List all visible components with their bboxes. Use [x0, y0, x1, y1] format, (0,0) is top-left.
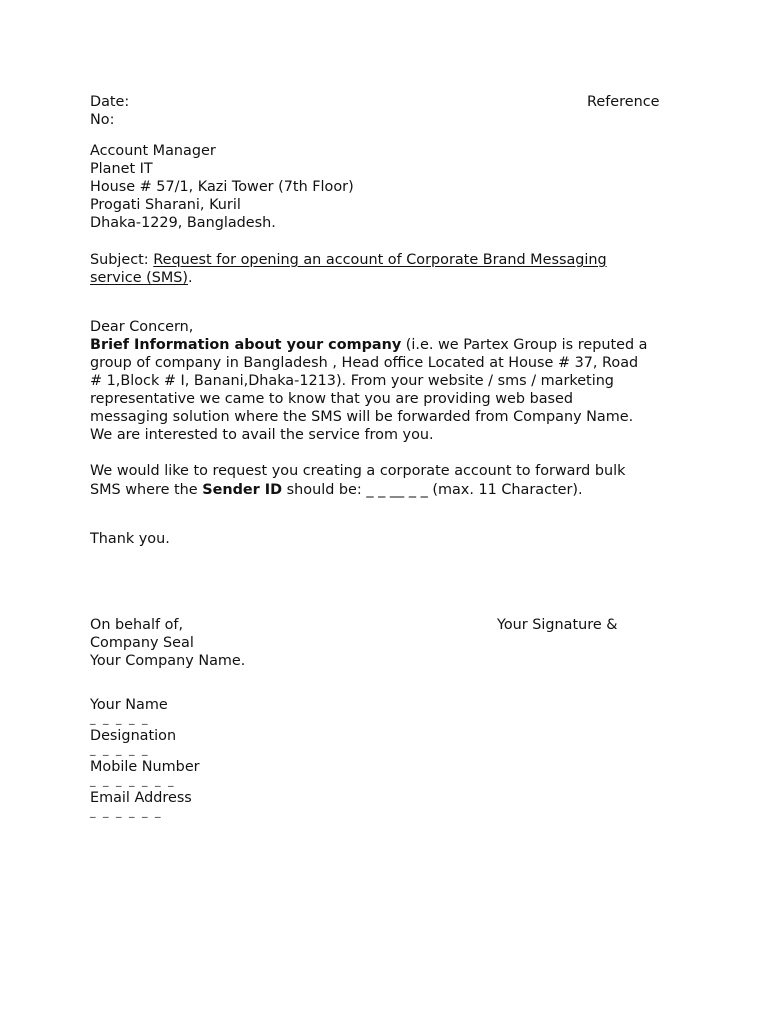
paragraph-1-line-6: We are interested to avail the service from you.: [90, 427, 434, 443]
recipient-address-1: House # 57/1, Kazi Tower (7th Floor): [90, 179, 354, 195]
subject-text-1: Request for opening an account of Corporate Brand Messaging: [153, 252, 607, 268]
paragraph-1-line-1: [90, 336, 647, 354]
sender-id-label: Sender ID: [202, 482, 283, 498]
subject-line-1: [90, 251, 607, 269]
email-address-label: Email Address: [90, 790, 192, 806]
on-behalf-label: On behalf of,: [90, 617, 184, 633]
subject-line-2: [90, 269, 193, 287]
paragraph-1-line-4: representative we came to know that you are providing web based: [90, 391, 574, 407]
mobile-number-blank: _ _ _ _ _ _ _: [90, 774, 176, 787]
reference-no-label: No:: [90, 112, 115, 128]
company-name-label: Your Company Name.: [90, 653, 246, 669]
paragraph-2-line-1: We would like to request you creating a corporate account to forward bulk: [90, 463, 626, 479]
recipient-company: Planet IT: [90, 161, 153, 177]
sender-id-post: should be: _ _ __ _ _ (max. 11 Character).: [282, 482, 583, 498]
thanks-line: Thank you.: [90, 531, 170, 547]
your-name-label: Your Name: [90, 697, 168, 713]
paragraph-1-line-5: messaging solution where the SMS will be forwarded from Company Name.: [90, 409, 634, 425]
company-seal-label: Company Seal: [90, 635, 194, 651]
designation-label: Designation: [90, 728, 177, 744]
recipient-title: Account Manager: [90, 143, 216, 159]
your-name-blank: _ _ _ _ _: [90, 712, 150, 725]
paragraph-1-line-2: group of company in Bangladesh , Head office Located at House # 37, Road: [90, 355, 639, 371]
email-address-blank: _ _ _ _ _ _: [90, 805, 163, 818]
signature-label: Your Signature &: [497, 617, 618, 633]
subject-period: .: [188, 270, 193, 286]
subject-text-2: service (SMS): [90, 270, 189, 286]
subject-label: Subject:: [90, 252, 154, 268]
paragraph-1-line-3: # 1,Block # I, Banani,Dhaka-1213). From your website / sms / marketing: [90, 373, 614, 389]
recipient-address-3: Dhaka-1229, Bangladesh.: [90, 215, 276, 231]
brief-info-rest: (i.e. we Partex Group is reputed a: [401, 337, 648, 353]
mobile-number-label: Mobile Number: [90, 759, 200, 775]
reference-label: Reference: [587, 94, 660, 110]
recipient-address-2: Progati Sharani, Kuril: [90, 197, 241, 213]
salutation: Dear Concern,: [90, 319, 194, 335]
date-label: Date:: [90, 94, 130, 110]
sender-id-pre: SMS where the: [90, 482, 203, 498]
paragraph-2-line-2: [90, 481, 583, 499]
brief-info-heading: Brief Information about your company: [90, 337, 402, 353]
designation-blank: _ _ _ _ _: [90, 743, 150, 756]
